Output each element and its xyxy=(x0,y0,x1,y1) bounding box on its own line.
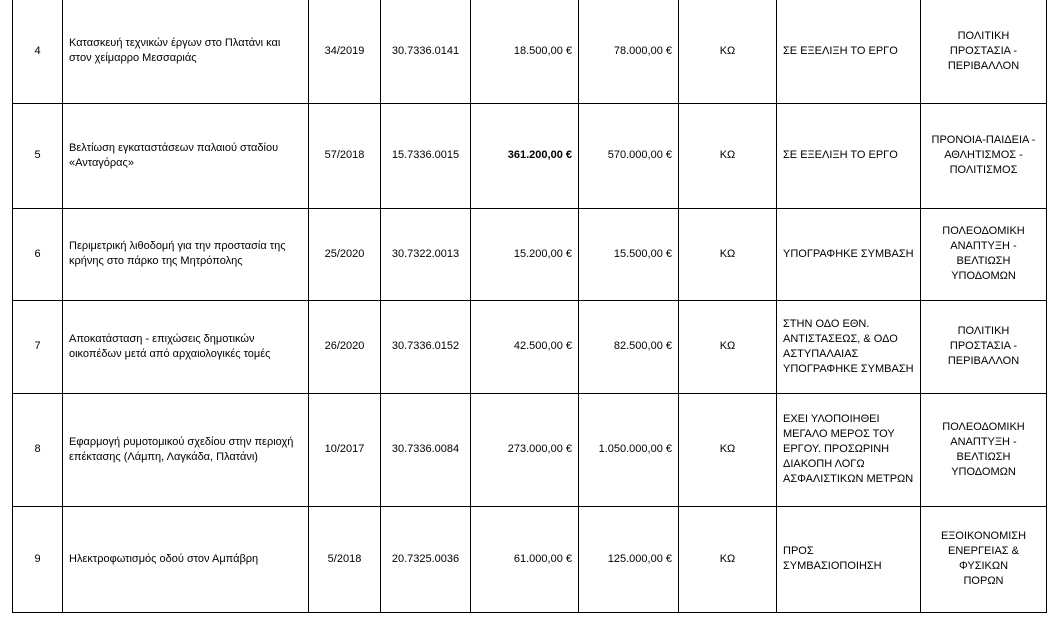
amount-total: 1.050.000,00 € xyxy=(579,393,679,506)
project-category-line: ΑΘΛΗΤΙΣΜΟΣ - xyxy=(944,149,1023,161)
project-status-line: ΑΣΤΥΠΑΛΑΙΑΣ xyxy=(783,347,859,360)
row-number: 8 xyxy=(13,393,63,506)
amount-total: 570.000,00 € xyxy=(579,103,679,208)
table-row xyxy=(13,208,1047,300)
project-category-line: ΕΞΟΙΚΟΝΟΜΙΣΗ xyxy=(940,530,1027,542)
project-status-line: ΣΤΗΝ ΟΔΟ ΕΘΝ. xyxy=(783,317,870,330)
project-category-line: ΠΟΛΕΟΔΟΜΙΚΗ xyxy=(942,225,1025,237)
project-status-line: ΣΕ ΕΞΕΛΙΞΗ ΤΟ ΕΡΓΟ xyxy=(783,149,898,161)
table-row xyxy=(13,393,1047,506)
table-row xyxy=(13,0,1047,103)
project-category-line: ΠΟΛΙΤΙΣΜΟΣ xyxy=(949,164,1018,176)
project-status xyxy=(777,0,921,103)
project-title-line: στον χείμαρρο Μεσσαριάς xyxy=(69,52,197,65)
project-category-line: ΕΝΕΡΓΕΙΑΣ & ΦΥΣΙΚΩΝ xyxy=(948,545,1019,572)
project-status xyxy=(777,208,921,300)
project-category-line: ΑΝΑΠΤΥΞΗ - ΒΕΛΤΙΩΣΗ xyxy=(950,240,1017,267)
project-title xyxy=(63,300,309,393)
funding-source: ΚΩ xyxy=(679,0,777,103)
project-category-line: ΠΕΡΙΒΑΛΛΟΝ xyxy=(947,355,1020,367)
budget-code: 30.7336.0152 xyxy=(381,300,471,393)
project-status-line: ΥΠΟΓΡΑΦΗΚΕ ΣΥΜΒΑΣΗ xyxy=(783,362,914,375)
funding-source: ΚΩ xyxy=(679,393,777,506)
project-title-line: Ηλεκτροφωτισμός οδού στον Αμπάβρη xyxy=(69,552,259,565)
project-status-line: ΔΙΑΚΟΠΗ ΛΟΓΩ xyxy=(783,458,865,470)
funding-source: ΚΩ xyxy=(679,208,777,300)
project-category xyxy=(921,0,1047,103)
decision-number: 5/2018 xyxy=(309,506,381,612)
amount-current: 273.000,00 € xyxy=(471,393,579,506)
project-title-line: Βελτίωση εγκαταστάσεων παλαιού σταδίου xyxy=(69,141,279,154)
project-status xyxy=(777,300,921,393)
project-status-line: ΑΝΤΙΣΤΑΣΕΩΣ, & ΟΔΟ xyxy=(783,332,898,345)
project-status xyxy=(777,393,921,506)
project-title xyxy=(63,208,309,300)
table-row xyxy=(13,300,1047,393)
budget-code: 30.7336.0141 xyxy=(381,0,471,103)
project-status-line: ΥΠΟΓΡΑΦΗΚΕ ΣΥΜΒΑΣΗ xyxy=(783,247,914,260)
table-row xyxy=(13,103,1047,208)
row-number: 9 xyxy=(13,506,63,612)
project-status xyxy=(777,506,921,612)
amount-total: 78.000,00 € xyxy=(579,0,679,103)
decision-number: 34/2019 xyxy=(309,0,381,103)
funding-source: ΚΩ xyxy=(679,506,777,612)
project-category xyxy=(921,506,1047,612)
projects-table xyxy=(12,0,1047,613)
budget-code: 30.7336.0084 xyxy=(381,393,471,506)
project-category-line: ΥΠΟΔΟΜΩΝ xyxy=(951,465,1016,478)
project-category xyxy=(921,393,1047,506)
amount-current: 15.200,00 € xyxy=(471,208,579,300)
funding-source: ΚΩ xyxy=(679,103,777,208)
decision-number: 57/2018 xyxy=(309,103,381,208)
row-number: 7 xyxy=(13,300,63,393)
decision-number: 26/2020 xyxy=(309,300,381,393)
project-title xyxy=(63,393,309,506)
project-title-line: Αποκατάσταση - επιχώσεις δημοτικών xyxy=(69,332,255,345)
project-title-line: κρήνης στο πάρκο της Μητρόπολης xyxy=(69,255,243,267)
project-title xyxy=(63,506,309,612)
project-category xyxy=(921,300,1047,393)
project-status-line: ΠΡΟΣ ΣΥΜΒΑΣΙΟΠΟΙΗΣΗ xyxy=(783,545,882,572)
amount-current: 361.200,00 € xyxy=(471,103,579,208)
project-status-line: ΜΕΓΑΛΟ ΜΕΡΟΣ ΤΟΥ xyxy=(783,428,895,440)
row-number: 6 xyxy=(13,208,63,300)
project-title-line: Κατασκευή τεχνικών έργων στο Πλατάνι και xyxy=(69,37,281,50)
project-category-line: ΑΝΑΠΤΥΞΗ - ΒΕΛΤΙΩΣΗ xyxy=(950,435,1017,463)
project-category-line: ΠΕΡΙΒΑΛΛΟΝ xyxy=(947,59,1020,72)
project-category xyxy=(921,208,1047,300)
project-category-line: ΠΡΟΝΟΙΑ-ΠΑΙΔΕΙΑ - xyxy=(931,134,1036,146)
amount-current: 18.500,00 € xyxy=(471,0,579,103)
project-status xyxy=(777,103,921,208)
row-number: 4 xyxy=(13,0,63,103)
project-category-line: ΠΟΡΩΝ xyxy=(963,575,1004,587)
project-status-line: ΕΡΓΟΥ. ΠΡΟΣΩΡΙΝΗ xyxy=(783,443,890,455)
amount-total: 82.500,00 € xyxy=(579,300,679,393)
project-category-line: ΥΠΟΔΟΜΩΝ xyxy=(951,270,1016,282)
budget-code: 30.7322.0013 xyxy=(381,208,471,300)
funding-source: ΚΩ xyxy=(679,300,777,393)
decision-number: 25/2020 xyxy=(309,208,381,300)
project-title-line: «Ανταγόρας» xyxy=(69,156,134,169)
table-body xyxy=(13,0,1047,612)
project-status-line: ΑΣΦΑΛΙΣΤΙΚΩΝ ΜΕΤΡΩΝ xyxy=(783,473,914,485)
amount-total: 125.000,00 € xyxy=(579,506,679,612)
project-category xyxy=(921,103,1047,208)
project-title-line: Εφαρμογή ρυμοτομικού σχεδίου στην περιοχή xyxy=(69,435,294,448)
budget-code: 15.7336.0015 xyxy=(381,103,471,208)
project-category-line: ΠΟΛΙΤΙΚΗ ΠΡΟΣΤΑΣΙΑ - xyxy=(949,29,1018,57)
project-title-line: Περιμετρική λιθοδομή για την προστασία της xyxy=(69,240,286,252)
decision-number: 10/2017 xyxy=(309,393,381,506)
project-category-line: ΠΟΛΙΤΙΚΗ ΠΡΟΣΤΑΣΙΑ - xyxy=(949,325,1018,352)
amount-current: 61.000,00 € xyxy=(471,506,579,612)
amount-total: 15.500,00 € xyxy=(579,208,679,300)
project-category-line: ΠΟΛΕΟΔΟΜΙΚΗ xyxy=(942,420,1025,433)
row-number: 5 xyxy=(13,103,63,208)
table-row xyxy=(13,506,1047,612)
project-title-line: επέκτασης (Λάμπη, Λαγκάδα, Πλατάνι) xyxy=(69,450,258,463)
project-title xyxy=(63,103,309,208)
project-status-line: ΕΧΕΙ ΥΛΟΠΟΙΗΘΕΙ xyxy=(783,413,880,425)
project-title xyxy=(63,0,309,103)
budget-code: 20.7325.0036 xyxy=(381,506,471,612)
project-title-line: οικοπέδων μετά από αρχαιολογικές τομές xyxy=(69,347,271,360)
amount-current: 42.500,00 € xyxy=(471,300,579,393)
project-status-line: ΣΕ ΕΞΕΛΙΞΗ ΤΟ ΕΡΓΟ xyxy=(783,44,898,57)
